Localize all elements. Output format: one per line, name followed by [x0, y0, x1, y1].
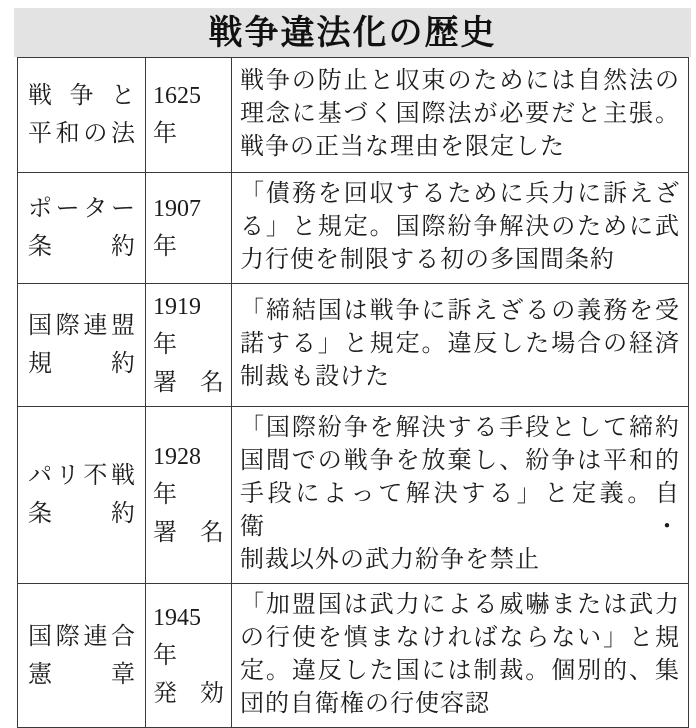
year-cell [146, 173, 232, 284]
treaty-name-cell [18, 584, 146, 728]
treaty-name-cell [18, 407, 146, 584]
year-value: 1945年 発効 [153, 604, 224, 707]
table-row [18, 58, 689, 173]
year-cell [146, 584, 232, 728]
treaty-name: パリ不戦 条約 [28, 463, 135, 527]
year-value: 1625年 [153, 83, 201, 147]
year-value: 1928年 署名 [153, 444, 224, 546]
description-text: 「加盟国は武力による威嚇または武力 の行使を慎まなければならない」と規 定。違反した国には制裁。個別的、集 団的自衛権の行使容認 [240, 592, 680, 717]
description-cell [232, 58, 689, 173]
description-text: 「国際紛争を解決する手段として締約 国間での戦争を放棄し、紛争は平和的 手段によって解決する」と定義。自衛・ 制裁以外の武力紛争を禁止 [240, 415, 680, 573]
year-value: 1919年 署名 [153, 294, 224, 396]
treaty-name-cell [18, 58, 146, 173]
description-cell [232, 284, 689, 407]
treaty-name: ポーター 条約 [28, 196, 135, 260]
history-table-body [18, 58, 689, 728]
treaty-name: 国際連合 憲章 [28, 623, 135, 688]
treaty-name-cell [18, 284, 146, 407]
history-table [17, 57, 689, 728]
description-text: 戦争の防止と収束のためには自然法の 理念に基づく国際法が必要だと主張。 戦争の正当な理由を限定した [240, 68, 680, 160]
year-cell [146, 284, 232, 407]
description-text: 「締結国は戦争に訴えざるの義務を受 諾する」と規定。違反した場合の経済 制裁も設けた [240, 298, 680, 390]
title-band [14, 8, 691, 57]
table-row [18, 173, 689, 284]
table-row [18, 407, 689, 584]
page-title: 戦争違法化の歴史 [208, 13, 497, 52]
treaty-name: 戦争と 平和の法 [28, 83, 135, 147]
year-cell [146, 58, 232, 173]
description-cell [232, 584, 689, 728]
description-cell [232, 173, 689, 284]
description-text: 「債務を回収するために兵力に訴えざ る」と規定。国際紛争解決のために武 力行使を制限する初の多国間条約 [240, 181, 680, 273]
treaty-name-cell [18, 173, 146, 284]
table-row [18, 584, 689, 728]
description-cell [232, 407, 689, 584]
table-row [18, 284, 689, 407]
treaty-name: 国際連盟 規約 [28, 313, 135, 377]
year-value: 1907年 [153, 196, 201, 260]
year-cell [146, 407, 232, 584]
